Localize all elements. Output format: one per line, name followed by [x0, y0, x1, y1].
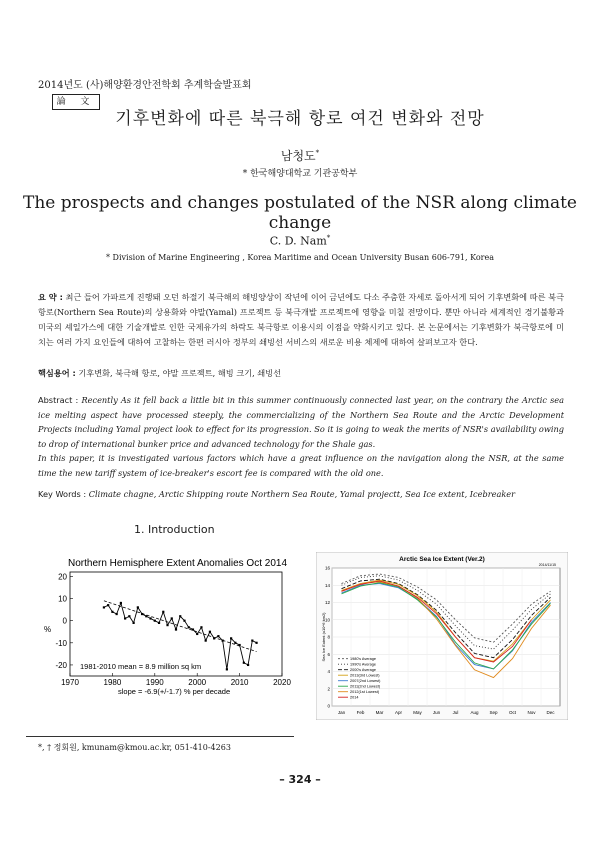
- chart2-legend-label: 2012(1st Lowest): [350, 690, 380, 694]
- chart1-data-point: [149, 617, 151, 619]
- chart1-ylabel: %: [44, 625, 52, 634]
- chart1-data-point: [179, 615, 181, 617]
- chart1-data-point: [200, 626, 202, 628]
- chart2-y-tick-label: 0: [327, 703, 330, 709]
- chart2-x-tick-label: Apr: [394, 710, 403, 715]
- abstract-text-1: Recently As it fell back a little bit in this summer continuously connected last year, on the contrary the Arctic sea ice melting aspect have processed steeply, the commercializing of the Northern Sea Route and the Arctic Development Projects including Yamal project look to effect for its progression. So it is going to weak the merits of NSR's availability owing to drop of international bunker price and advanced technology for the Shale gas.: [38, 395, 565, 449]
- affiliation-english: * Division of Marine Engineering , Korea Maritime and Ocean University Busan 606-791, Korea: [105, 253, 494, 262]
- chart1-y-tick-label: -20: [55, 660, 67, 670]
- chart2-x-tick-label: Jul: [452, 710, 459, 715]
- chart1-y-tick-label: 20: [58, 572, 67, 582]
- chart1-data-point: [128, 615, 130, 617]
- chart1-data-point: [196, 633, 198, 635]
- author-english: [0, 234, 600, 248]
- conference-header: 2014년도 (사)해양환경안전학회 추계학술발표회: [38, 80, 252, 91]
- author-mark-en: *: [326, 234, 331, 242]
- chart1-data-point: [175, 628, 177, 630]
- chart2-legend-label: 2000's Average: [350, 668, 376, 672]
- abstract-text-2: In this paper, it is investigated various factors which have a great influence on the navigation along the NSR, at the same time the new tariff system of ice-breaker's escort fee is compared with the old one.: [38, 453, 564, 478]
- chart1-x-tick-label: 2020: [273, 678, 291, 687]
- chart1-data-point: [154, 620, 156, 622]
- chart2-x-tick-label: Jan: [337, 710, 346, 715]
- summary-korean: [38, 290, 564, 350]
- chart2-x-tick-label: Mar: [375, 710, 384, 715]
- affiliation-korean: * 한국해양대학교 기관공학부: [242, 169, 358, 179]
- chart2-x-tick-label: Dec: [546, 710, 555, 715]
- chart1-data-point: [255, 642, 257, 644]
- chart2-legend-label: 2014: [350, 695, 359, 700]
- chart2-legend-label: 1980's Average: [350, 657, 376, 661]
- chart2-x-tick-label: May: [413, 710, 422, 715]
- chart-nh-extent-anomalies: [38, 548, 296, 698]
- chart1-data-point: [124, 617, 126, 619]
- chart1-data-point: [158, 622, 160, 624]
- chart2-x-tick-label: Oct: [508, 710, 517, 715]
- chart1-x-tick-label: 1980: [103, 678, 122, 687]
- chart1-data-point: [111, 611, 113, 613]
- chart-arctic-sea-ice-extent: [316, 552, 568, 720]
- chart1-data-point: [120, 602, 122, 604]
- chart1-data-point: [251, 639, 253, 641]
- chart1-slope-annotation: slope = -6.9(+/-1.7) % per decade: [118, 687, 231, 696]
- page-number: – 324 –: [279, 773, 321, 786]
- chart1-data-point: [239, 644, 241, 646]
- chart1-data-point: [171, 617, 173, 619]
- chart1-data-point: [103, 606, 105, 608]
- author-korean: [0, 147, 600, 164]
- chart2-y-tick-label: 6: [327, 651, 330, 657]
- keywords-ko-label: 핵심용어 :: [38, 368, 76, 378]
- chart2-date-stamp: 2014/11/15: [538, 563, 556, 567]
- chart1-y-tick-label: -10: [55, 638, 67, 648]
- chart2-y-tick-label: 2: [327, 686, 330, 692]
- chart1-data-point: [137, 606, 139, 608]
- abstract-label: Abstract :: [38, 395, 79, 405]
- abstract-english: [38, 393, 564, 480]
- chart1-data-point: [133, 622, 135, 624]
- title-english: The prospects and changes postulated of the NSR along climate change: [23, 193, 577, 233]
- summary-text: 최근 들어 가파르게 진행돼 오던 하절기 북극해의 해빙양상이 작년에 이어 금년에도 다소 주춤한 자세로 돌아서게 되어 기후변화에 따른 북극항로(Northern Sea Route)의 상용화와 야말(Yamal) 프로젝트 등 북극개발 프로젝트에 영향을 미칠 전망이다. 뿐만 아니라 세계적인 경기불황과 미국의 셰일가스에 대한 기술개발로 인한 국제유가의 하락도 북극항로 이용시의 이점을 약화시키고 있다. 본 논문에서는 기후변화가 북극항로에 미치는 여러 가지 요인들에 대하여 고찰하는 한편 러시아 정부의 쇄빙선 서비스의 새로운 비용 체제에 대하여 살펴보고자 한다.: [38, 292, 565, 347]
- chart1-title: Northern Hemisphere Extent Anomalies Oct 2014: [68, 558, 287, 569]
- chart1-y-tick-label: 10: [58, 594, 67, 604]
- chart2-legend-label: 2013(3rd Lowest): [350, 673, 380, 678]
- chart1-data-point: [183, 620, 185, 622]
- chart1-data-point: [247, 664, 249, 666]
- chart1-data-point: [116, 613, 118, 615]
- chart2-legend-label: 2011(2nd Lowest): [350, 684, 381, 689]
- chart1-data-point: [107, 604, 109, 606]
- keywords-en-label: Key Words :: [38, 489, 87, 499]
- keywords-ko-text: 기후변화, 북극해 항로, 야말 프로젝트, 해빙 크기, 쇄빙선: [78, 368, 282, 378]
- summary-label: 요 약 :: [38, 292, 63, 302]
- footnote: *, † 정회원, kmunam@kmou.ac.kr, 051-410-4263: [38, 743, 231, 752]
- chart2-y-tick-label: 12: [324, 600, 330, 605]
- author-mark: *: [315, 149, 320, 157]
- chart2-x-tick-label: Feb: [356, 710, 365, 715]
- chart1-series-line: [104, 603, 257, 669]
- chart1-data-point: [226, 668, 228, 670]
- chart2-legend-label: 1990's Average: [350, 662, 376, 667]
- chart2-x-tick-label: Nov: [527, 710, 536, 715]
- chart1-data-point: [188, 626, 190, 628]
- chart1-data-point: [230, 637, 232, 639]
- chart2-ylabel: Sea Ice Extent (x10^6 km2): [321, 612, 326, 662]
- chart2-x-tick-label: Sep: [489, 710, 498, 715]
- title-korean: 기후변화에 따른 북극해 항로 여건 변화와 전망: [115, 109, 485, 129]
- chart1-data-point: [209, 631, 211, 633]
- paper-type-badge: 論 文: [52, 94, 100, 110]
- chart2-y-tick-label: 8: [327, 634, 330, 640]
- chart1-y-tick-label: 0: [62, 616, 67, 626]
- chart1-data-point: [162, 611, 164, 613]
- chart2-y-tick-label: 16: [324, 565, 330, 571]
- author-name-en: C. D. Nam: [269, 234, 327, 248]
- keywords-english: [38, 487, 564, 502]
- chart1-mean-annotation: 1981-2010 mean = 8.9 million sq km: [80, 662, 202, 671]
- chart1-data-point: [222, 639, 224, 641]
- section-heading-introduction: 1. Introduction: [134, 523, 215, 536]
- author-name: 남청도: [280, 149, 316, 163]
- chart1-data-point: [192, 628, 194, 630]
- chart1-x-tick-label: 1990: [145, 678, 164, 687]
- chart2-title: Arctic Sea Ice Extent (Ver.2): [399, 556, 485, 563]
- chart1-data-point: [217, 635, 219, 637]
- chart1-trend-line: [104, 601, 257, 652]
- keywords-korean: [38, 366, 564, 381]
- chart1-data-point: [243, 662, 245, 664]
- chart2-legend-label: 2007(2nd Lowest): [350, 679, 381, 683]
- chart2-y-tick-label: 4: [327, 669, 330, 674]
- chart2-x-tick-label: Jun: [432, 710, 441, 715]
- chart1-data-point: [145, 615, 147, 617]
- chart1-x-tick-label: 2010: [230, 678, 249, 687]
- footnote-divider: [26, 736, 294, 737]
- chart2-y-tick-label: 14: [324, 582, 330, 588]
- chart1-frame: [70, 572, 282, 676]
- chart1-x-tick-label: 2000: [188, 678, 207, 687]
- chart2-y-tick-label: 10: [324, 617, 330, 623]
- chart1-data-point: [213, 637, 215, 639]
- chart1-data-point: [234, 642, 236, 644]
- chart2-x-tick-label: Aug: [470, 710, 479, 715]
- chart1-x-tick-label: 1970: [61, 678, 79, 687]
- chart1-data-point: [166, 624, 168, 626]
- chart1-data-point: [141, 613, 143, 615]
- chart1-data-point: [205, 639, 207, 641]
- keywords-en-text: Climate chagne, Arctic Shipping route Northern Sea Route, Yamal projectt, Sea Ice extent, Icebreaker: [88, 489, 516, 499]
